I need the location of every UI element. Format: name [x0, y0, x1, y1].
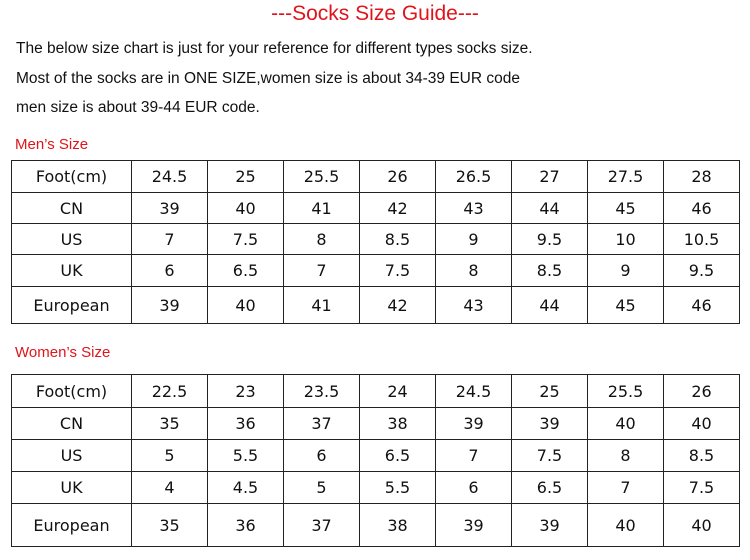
table-cell: 26.5	[436, 161, 512, 193]
table-cell: 23	[208, 375, 284, 408]
row-header: US	[12, 440, 132, 472]
table-row	[12, 408, 740, 440]
table-cell: 7	[284, 255, 360, 287]
table-cell: 44	[512, 193, 588, 224]
table-cell: 8.5	[512, 255, 588, 287]
table-cell: 35	[132, 504, 208, 547]
table-cell: 37	[284, 504, 360, 547]
table-cell: 40	[588, 408, 664, 440]
mens-size-label: Men’s Size	[15, 136, 89, 153]
intro-line-2: Most of the socks are in ONE SIZE,women size is about 34-39 EUR code	[16, 70, 520, 87]
table-cell: 42	[360, 287, 436, 324]
table-cell: 10.5	[664, 224, 740, 255]
table-cell: 4	[132, 472, 208, 504]
table-cell: 39	[512, 408, 588, 440]
table-row	[12, 161, 740, 193]
table-cell: 45	[588, 287, 664, 324]
table-cell: 44	[512, 287, 588, 324]
table-cell: 41	[284, 193, 360, 224]
table-cell: 40	[664, 504, 740, 547]
table-cell: 8.5	[360, 224, 436, 255]
table-row	[12, 255, 740, 287]
table-cell: 46	[664, 193, 740, 224]
row-header: UK	[12, 472, 132, 504]
table-row	[12, 193, 740, 224]
table-cell: 39	[132, 287, 208, 324]
table-cell: 7.5	[512, 440, 588, 472]
womens-size-table	[11, 374, 740, 547]
table-cell: 6	[132, 255, 208, 287]
table-cell: 39	[436, 408, 512, 440]
table-cell: 25.5	[588, 375, 664, 408]
table-cell: 26	[360, 161, 436, 193]
row-header: Foot(cm)	[12, 375, 132, 408]
table-cell: 9	[436, 224, 512, 255]
table-cell: 37	[284, 408, 360, 440]
table-cell: 25	[512, 375, 588, 408]
table-cell: 6	[284, 440, 360, 472]
table-cell: 5	[284, 472, 360, 504]
row-header: Foot(cm)	[12, 161, 132, 193]
table-row	[12, 224, 740, 255]
table-cell: 42	[360, 193, 436, 224]
table-cell: 43	[436, 193, 512, 224]
table-cell: 8.5	[664, 440, 740, 472]
table-cell: 28	[664, 161, 740, 193]
table-cell: 25	[208, 161, 284, 193]
table-cell: 27	[512, 161, 588, 193]
intro-line-3: men size is about 39-44 EUR code.	[16, 99, 260, 116]
table-cell: 8	[436, 255, 512, 287]
table-cell: 40	[208, 193, 284, 224]
womens-size-label: Women’s Size	[15, 344, 111, 361]
table-cell: 7.5	[360, 255, 436, 287]
table-cell: 27.5	[588, 161, 664, 193]
table-cell: 7.5	[208, 224, 284, 255]
table-cell: 24.5	[132, 161, 208, 193]
table-cell: 7	[436, 440, 512, 472]
table-row	[12, 440, 740, 472]
table-cell: 39	[436, 504, 512, 547]
table-cell: 40	[208, 287, 284, 324]
table-row	[12, 287, 740, 324]
table-cell: 9.5	[512, 224, 588, 255]
table-cell: 9.5	[664, 255, 740, 287]
table-cell: 43	[436, 287, 512, 324]
table-cell: 36	[208, 408, 284, 440]
row-header: CN	[12, 193, 132, 224]
table-cell: 8	[284, 224, 360, 255]
table-cell: 39	[132, 193, 208, 224]
table-cell: 5.5	[360, 472, 436, 504]
table-cell: 5.5	[208, 440, 284, 472]
table-row	[12, 504, 740, 547]
mens-size-table	[11, 160, 740, 324]
row-header: US	[12, 224, 132, 255]
table-cell: 7	[588, 472, 664, 504]
row-header: UK	[12, 255, 132, 287]
table-cell: 24	[360, 375, 436, 408]
table-cell: 4.5	[208, 472, 284, 504]
table-cell: 39	[512, 504, 588, 547]
table-cell: 26	[664, 375, 740, 408]
page-title: ---Socks Size Guide---	[271, 2, 479, 25]
table-cell: 24.5	[436, 375, 512, 408]
row-header: European	[12, 287, 132, 324]
table-cell: 45	[588, 193, 664, 224]
table-cell: 6.5	[208, 255, 284, 287]
table-cell: 10	[588, 224, 664, 255]
table-cell: 40	[588, 504, 664, 547]
table-cell: 5	[132, 440, 208, 472]
table-cell: 35	[132, 408, 208, 440]
intro-line-1: The below size chart is just for your reference for different types socks size.	[16, 40, 533, 57]
table-cell: 6.5	[512, 472, 588, 504]
table-cell: 7.5	[664, 472, 740, 504]
table-cell: 41	[284, 287, 360, 324]
row-header: CN	[12, 408, 132, 440]
table-cell: 36	[208, 504, 284, 547]
table-cell: 7	[132, 224, 208, 255]
table-cell: 9	[588, 255, 664, 287]
table-row	[12, 472, 740, 504]
table-cell: 46	[664, 287, 740, 324]
table-cell: 25.5	[284, 161, 360, 193]
table-cell: 22.5	[132, 375, 208, 408]
table-cell: 8	[588, 440, 664, 472]
row-header: European	[12, 504, 132, 547]
table-cell: 6	[436, 472, 512, 504]
table-cell: 6.5	[360, 440, 436, 472]
table-cell: 38	[360, 504, 436, 547]
table-cell: 38	[360, 408, 436, 440]
table-cell: 23.5	[284, 375, 360, 408]
table-row	[12, 375, 740, 408]
table-cell: 40	[664, 408, 740, 440]
